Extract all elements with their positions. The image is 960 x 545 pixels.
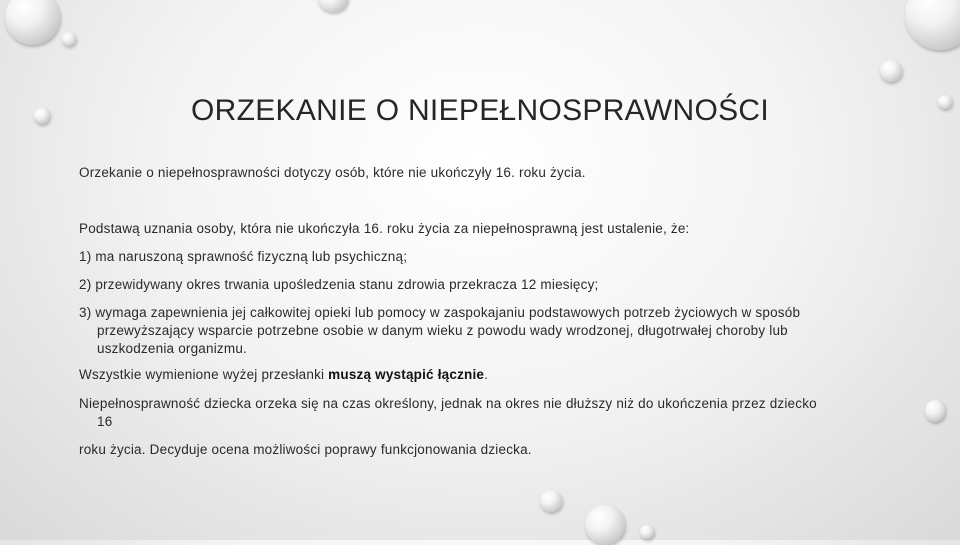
water-drop-decoration [62, 32, 76, 46]
water-drop-decoration [5, 0, 60, 45]
paragraph-line: Niepełnosprawność dziecka orzeka się na czas określony, jednak na okres nie dłuższy niż do ukończenia przez dziecko [79, 396, 817, 411]
paragraph-line: 16 [97, 414, 113, 429]
list-item-2: 2) przewidywany okres trwania upośledzenia stanu zdrowia przekracza 12 miesięcy; [79, 277, 599, 292]
paragraph-conditions [79, 366, 488, 384]
water-drop-decoration [540, 490, 562, 512]
list-item-1: 1) ma naruszoną sprawność fizyczną lub psychiczną; [79, 249, 408, 264]
water-drop-decoration [925, 400, 945, 422]
list-item-3 [79, 304, 800, 358]
list-item-3-line: 3) wymaga zapewnienia jej całkowitej opieki lub pomocy w zaspokajaniu podstawowych potrzeb życiowych w sposób [79, 305, 801, 320]
slide-title: ORZEKANIE O NIEPEŁNOSPRAWNOŚCI [191, 94, 769, 127]
paragraph-scope: Orzekanie o niepełnosprawności dotyczy osób, które nie ukończyły 16. roku życia. [79, 165, 586, 180]
text: Wszystkie wymienione wyżej przesłanki [79, 367, 329, 382]
water-drop-decoration [905, 0, 960, 50]
list-item-3-line: uszkodzenia organizmu. [97, 341, 247, 356]
water-drop-decoration [318, 0, 348, 12]
paragraph-basis: Podstawą uznania osoby, która nie ukończyła 16. roku życia za niepełnosprawną jest ustalenie, że: [79, 221, 690, 236]
water-drop-decoration [585, 505, 625, 545]
emphasis-text: muszą wystąpić łącznie [328, 367, 485, 382]
paragraph-assessment: roku życia. Decyduje ocena możliwości poprawy funkcjonowania dziecka. [79, 442, 532, 457]
water-drop-decoration [640, 525, 654, 539]
text: . [484, 367, 489, 382]
list-item-3-line: przewyższający wsparcie potrzebne osobie w danym wieku z powodu wady wrodzonej, długotrwałej choroby lub [97, 323, 788, 338]
water-drop-decoration [880, 60, 902, 82]
paragraph-duration [79, 395, 817, 431]
